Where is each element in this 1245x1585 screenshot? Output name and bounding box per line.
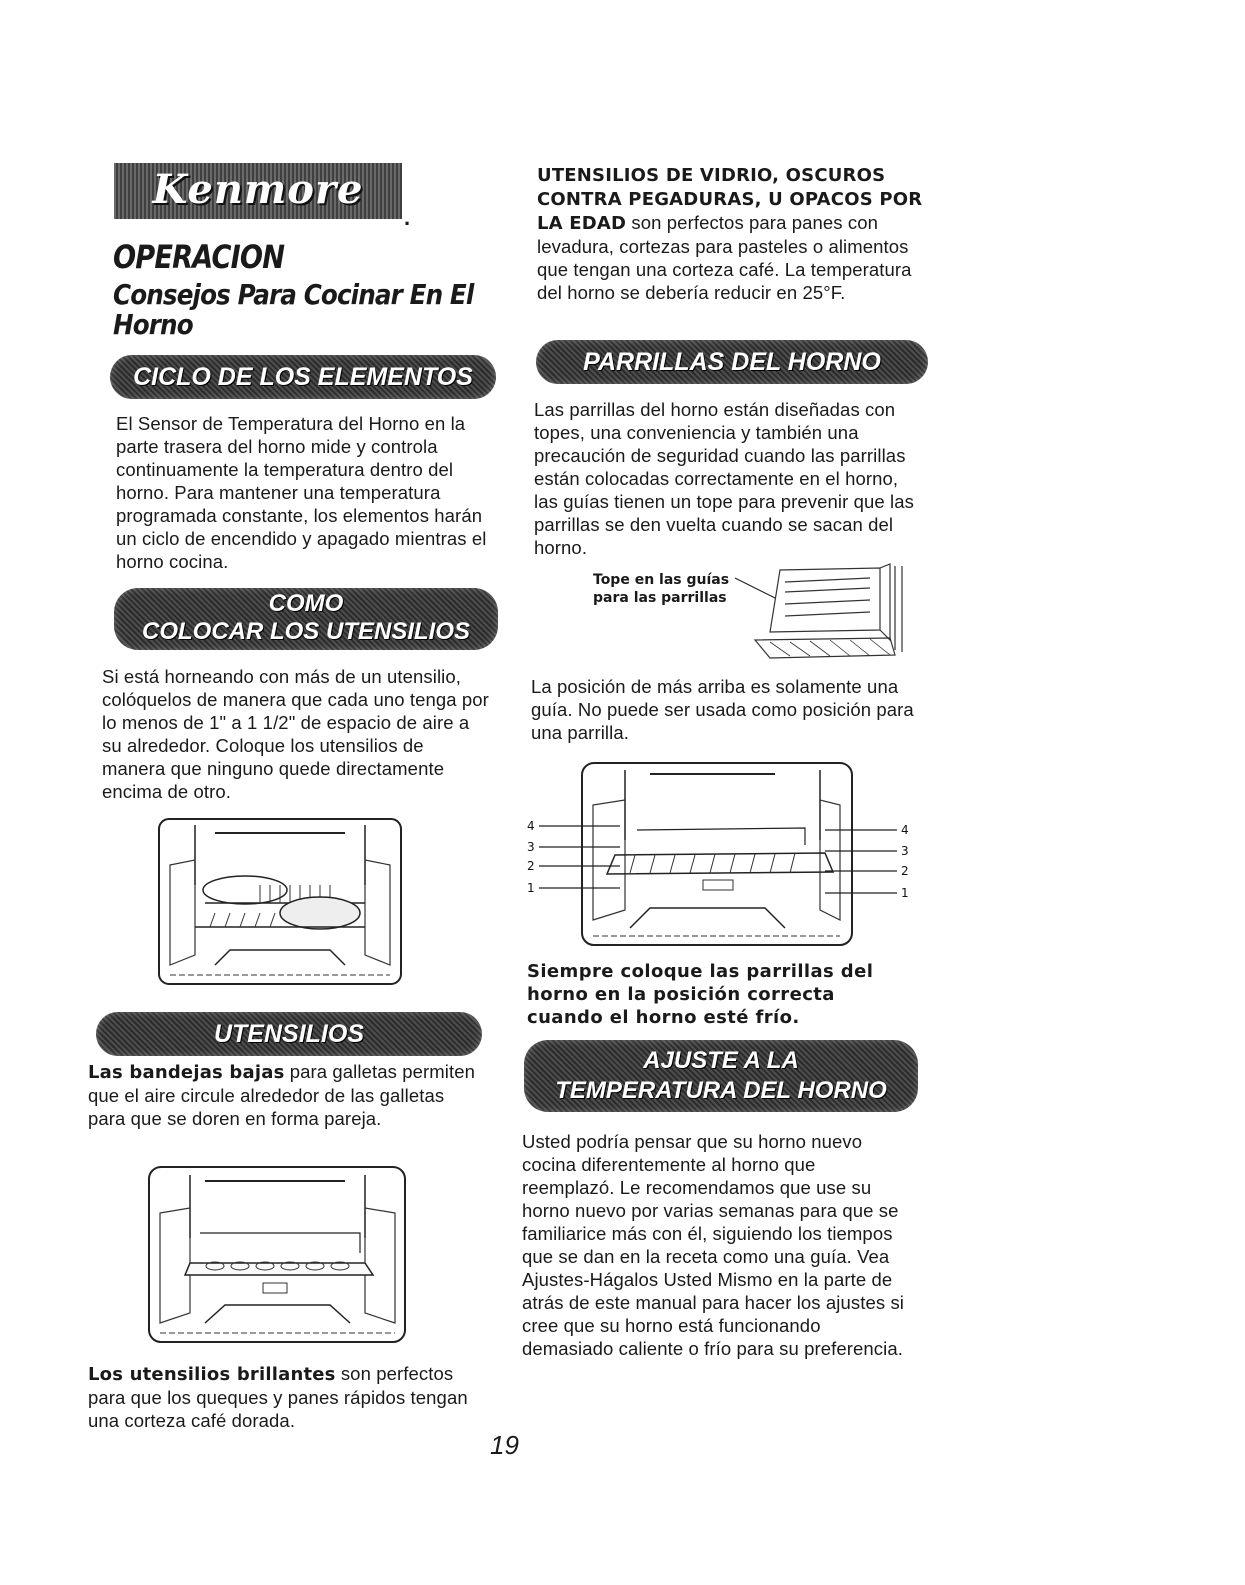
rack-number-left-4: 4 bbox=[527, 819, 535, 833]
bandejas-text: para galletas permiten que el aire circule alrededor de las galletas para que se doren en forma pareja. bbox=[88, 1061, 475, 1129]
ajuste-heading-line2: TEMPERATURA DEL HORNO bbox=[555, 1077, 887, 1104]
tope-label-line1: Tope en las guías bbox=[593, 572, 730, 588]
como-paragraph: Si está horneando con más de un utensilio, colóquelos de manera que cada uno tenga por lo menos de 1" a 1 1/2" de espacio de aire a su alrededor. Coloque los utensilios de manera que ninguno quede directamente encima de otro. bbox=[102, 666, 489, 802]
kenmore-logo bbox=[114, 163, 402, 219]
tope-label-line2: para las parrillas bbox=[593, 590, 727, 606]
ciclo-heading: CICLO DE LOS ELEMENTOS bbox=[133, 363, 473, 391]
rack-number-left-2: 2 bbox=[527, 859, 535, 873]
rack-number-right-2: 2 bbox=[901, 864, 909, 878]
rack-stop-illustration bbox=[730, 560, 910, 665]
ajuste-heading-banner bbox=[524, 1040, 918, 1112]
brillantes-text: son perfectos para que los queques y panes rápidos tengan una corteza café dorada. bbox=[88, 1363, 468, 1431]
bandejas-bold: Las bandejas bajas bbox=[88, 1062, 285, 1083]
siempre-note: Siempre coloque las parrillas del horno en la posición correcta cuando el horno esté frío. bbox=[527, 961, 874, 1028]
tope-label bbox=[593, 571, 729, 607]
ciclo-heading-banner bbox=[110, 355, 496, 399]
bandejas-paragraph bbox=[88, 1060, 478, 1130]
oven-staggered-pans-illustration bbox=[155, 815, 405, 990]
como-heading-line2: COLOCAR LOS UTENSILIOS bbox=[141, 618, 470, 645]
vidrio-paragraph bbox=[537, 163, 932, 304]
vidrio-bold: UTENSILIOS DE VIDRIO, OSCUROS CONTRA PEGADURAS, U OPACOS POR LA EDAD bbox=[537, 165, 923, 234]
logo-text: Kenmore bbox=[152, 166, 364, 213]
ciclo-paragraph: El Sensor de Temperatura del Horno en la parte trasera del horno mide y controla continuamente la temperatura dentro del horno. Para mantener una temperatura programada constante, los elementos harán un ciclo de encendido y apagado mientras el horno cocina. bbox=[116, 413, 487, 572]
posicion-paragraph: La posición de más arriba es solamente una guía. No puede ser usada como posición para una parrilla. bbox=[531, 676, 914, 743]
como-heading-line1: COMO bbox=[268, 590, 344, 617]
ajuste-heading-line1: AJUSTE A LA bbox=[643, 1047, 799, 1074]
parrillas-heading: PARRILLAS DEL HORNO bbox=[583, 348, 881, 376]
parrillas-heading-banner bbox=[536, 340, 928, 384]
como-heading-banner bbox=[114, 588, 498, 650]
brillantes-paragraph bbox=[88, 1362, 478, 1432]
logo-dot: . bbox=[404, 205, 411, 230]
vidrio-text: son perfectos para panes con levadura, cortezas para pasteles o alimentos que tengan una corteza café. La temperatura del horno se debería reducir en 25°F. bbox=[537, 212, 912, 303]
section-title: OPERACION bbox=[113, 238, 285, 276]
rack-number-left-1: 1 bbox=[527, 881, 535, 895]
rack-number-right-3: 3 bbox=[901, 844, 909, 858]
rack-positions-illustration bbox=[525, 760, 915, 950]
utensilios-heading-banner bbox=[96, 1012, 482, 1056]
brillantes-bold: Los utensilios brillantes bbox=[88, 1364, 336, 1385]
page-subtitle: Consejos Para Cocinar En El Horno bbox=[113, 278, 474, 341]
rack-number-right-4: 4 bbox=[901, 823, 909, 837]
parrillas-paragraph: Las parrillas del horno están diseñadas con topes, una conveniencia y también una precaución de seguridad cuando las parrillas están colocadas correctamente en el horno, las guías tienen un tope para prevenir que las parrillas se den vuelta cuando se sacan del horno. bbox=[534, 399, 914, 558]
rack-number-right-1: 1 bbox=[901, 886, 909, 900]
ajuste-paragraph: Usted podría pensar que su horno nuevo cocina diferentemente al horno que reemplazó. Le recomendamos que use su horno nuevo por varias semanas para que se familiarice más con él, siguiendo los tiempos que se dan en la receta como una guía. Vea Ajustes-Hágalos Usted Mismo en la parte de atrás de este manual para hacer los ajustes si cree que su horno está funcionando demasiado caliente o frío para su preferencia. bbox=[522, 1131, 904, 1359]
rack-number-left-3: 3 bbox=[527, 840, 535, 854]
oven-cookie-sheet-illustration bbox=[145, 1163, 410, 1348]
page-number: 19 bbox=[490, 1430, 519, 1460]
utensilios-heading: UTENSILIOS bbox=[213, 1020, 364, 1048]
